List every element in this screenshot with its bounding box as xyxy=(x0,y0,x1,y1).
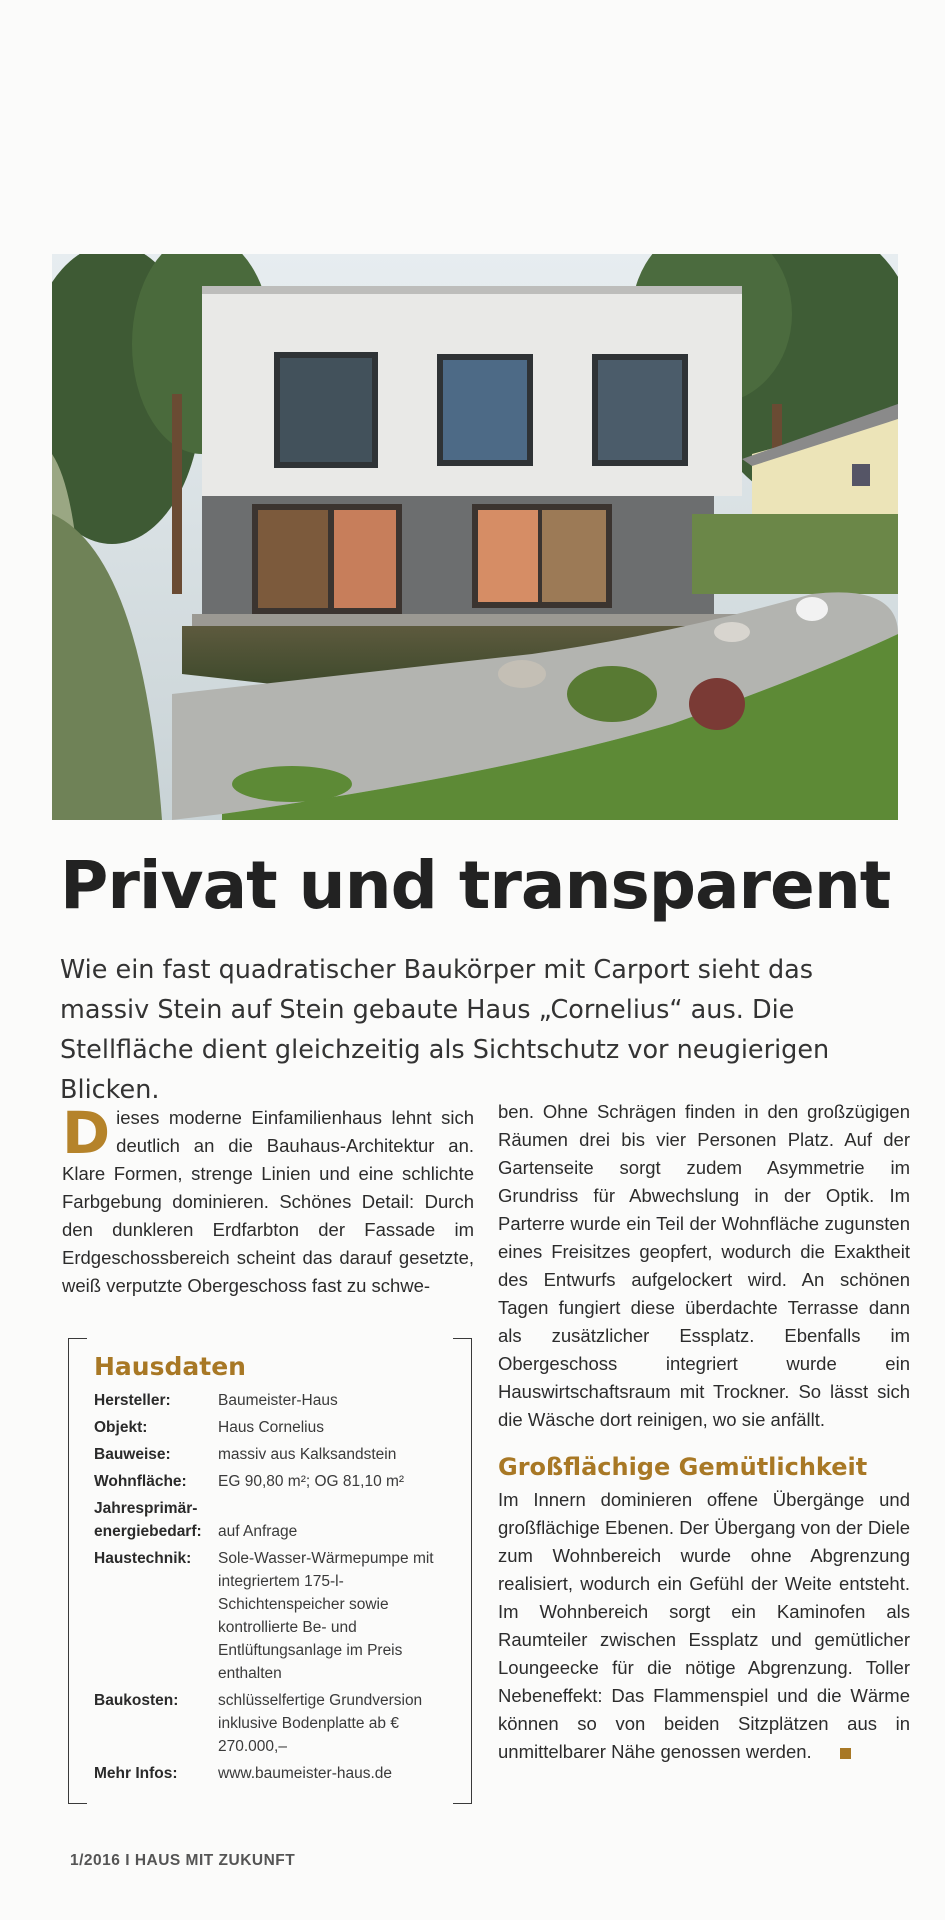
box-bracket-left xyxy=(68,1338,87,1804)
spec-label: Bauweise: xyxy=(94,1446,171,1463)
spec-label-continued: energiebedarf: xyxy=(94,1523,202,1540)
spec-row-energiebedarf xyxy=(94,1497,454,1543)
end-mark-icon xyxy=(840,1748,851,1759)
body-text-right-1: ben. Ohne Schrägen finden in den großzügigen Räumen drei bis vier Personen Platz. Auf der Gartenseite sorgt zudem Asymmetrie im Grundriss für Abwechslung in der Optik. Im Parterre wurde ein Teil der Wohnfläche zugunsten eines Freisitzes geopfert, wodurch die Exaktheit des Entwurfs aufgelockert wird. An schönen Tagen fungiert diese überdachte Terrasse dann als zusätzlicher Essplatz. Ebenfalls im Obergeschoss integriert wurde ein Hauswirtschaftsraum mit Trockner. So lässt sich die Wäsche dort reinigen, wo sie anfällt. xyxy=(498,1101,910,1430)
body-paragraph-right-2 xyxy=(498,1486,910,1766)
spec-value: massiv aus Kalksandstein xyxy=(218,1446,397,1463)
article-lead: Wie ein fast quadratischer Baukörper mit Carport sieht das massiv Stein auf Stein gebaute Haus „Cornelius“ aus. Die Stellfläche dient gleichzeitig als Sichtschutz vor neugierigen Blicken. xyxy=(60,955,830,1105)
spec-row-baukosten xyxy=(94,1689,454,1758)
spec-label: Haustechnik: xyxy=(94,1550,192,1567)
article-column-right xyxy=(498,1098,910,1766)
spec-label: Jahresprimär- xyxy=(94,1500,198,1517)
spec-value: schlüsselfertige Grundversion inklusive Bodenplatte ab € 270.000,– xyxy=(218,1692,423,1755)
body-text-left: ieses moderne Einfamilienhaus lehnt sich deutlich an die Bauhaus-Architektur an. Klare Formen, strenge Linien und eine schlichte Farbgebung dominieren. Schönes Detail: Durch den dunkleren Erdfarbton der Fassade im Erdgeschossbereich scheint das darauf gesetzte, weiß verputzte Obergeschoss fast zu schwe- xyxy=(62,1107,474,1296)
house-illustration xyxy=(52,254,898,820)
spec-label: Mehr Infos: xyxy=(94,1765,178,1782)
spec-value: Haus Cornelius xyxy=(218,1419,324,1436)
spec-row-bauweise xyxy=(94,1443,454,1466)
drop-cap: D xyxy=(62,1099,111,1167)
body-text-right-2: Im Innern dominieren offene Übergänge und großflächige Ebenen. Der Übergang von der Diele zum Wohnbereich wurde ohne Abgrenzung realisiert, wodurch ein Gefühl der Weite entsteht. Im Wohnbereich sorgt ein Kaminofen als Raumteiler zwischen Essplatz und gemütlicher Loungeecke für die nötige Abgrenzung. Toller Nebeneffekt: Das Flammenspiel und die Wärme können so von beiden Sitzplätzen aus in unmittelbarer Nähe genossen werden. xyxy=(498,1489,910,1762)
spec-row-haustechnik xyxy=(94,1547,454,1685)
article-column-left xyxy=(62,1099,474,1300)
spec-row-energiebedarf-line xyxy=(94,1520,454,1543)
spec-value-link[interactable]: www.baumeister-haus.de xyxy=(218,1765,393,1782)
spec-label: Wohnfläche: xyxy=(94,1473,187,1490)
spec-value: auf Anfrage xyxy=(218,1523,298,1540)
page-footer: 1/2016 I HAUS MIT ZUKUNFT xyxy=(70,1852,296,1869)
spec-row-hersteller xyxy=(94,1389,454,1412)
box-bracket-right xyxy=(453,1338,472,1804)
spec-value: EG 90,80 m²; OG 81,10 m² xyxy=(218,1473,405,1490)
article-subheading: Großflächige Gemütlichkeit xyxy=(498,1453,868,1481)
spec-label: Baukosten: xyxy=(94,1692,179,1709)
spec-row-wohnflaeche xyxy=(94,1470,454,1493)
body-paragraph-left xyxy=(62,1099,474,1300)
spec-value: Baumeister-Haus xyxy=(218,1392,338,1409)
spec-label: Objekt: xyxy=(94,1419,148,1436)
house-photo xyxy=(52,254,898,820)
hausdaten-box xyxy=(68,1338,472,1804)
spec-value: Sole-Wasser-Wärmepumpe mit integriertem 175-l-Schichtenspeicher sowie kontrollierte Be- und Entlüftungsanlage im Preis enthalten xyxy=(218,1550,434,1682)
article-headline: Privat und transparent xyxy=(60,847,891,924)
spec-row-objekt xyxy=(94,1416,454,1439)
hausdaten-content xyxy=(94,1352,454,1789)
spec-label: Hersteller: xyxy=(94,1392,171,1409)
hausdaten-title: Hausdaten xyxy=(94,1352,246,1381)
spec-row-mehr-infos xyxy=(94,1762,454,1785)
